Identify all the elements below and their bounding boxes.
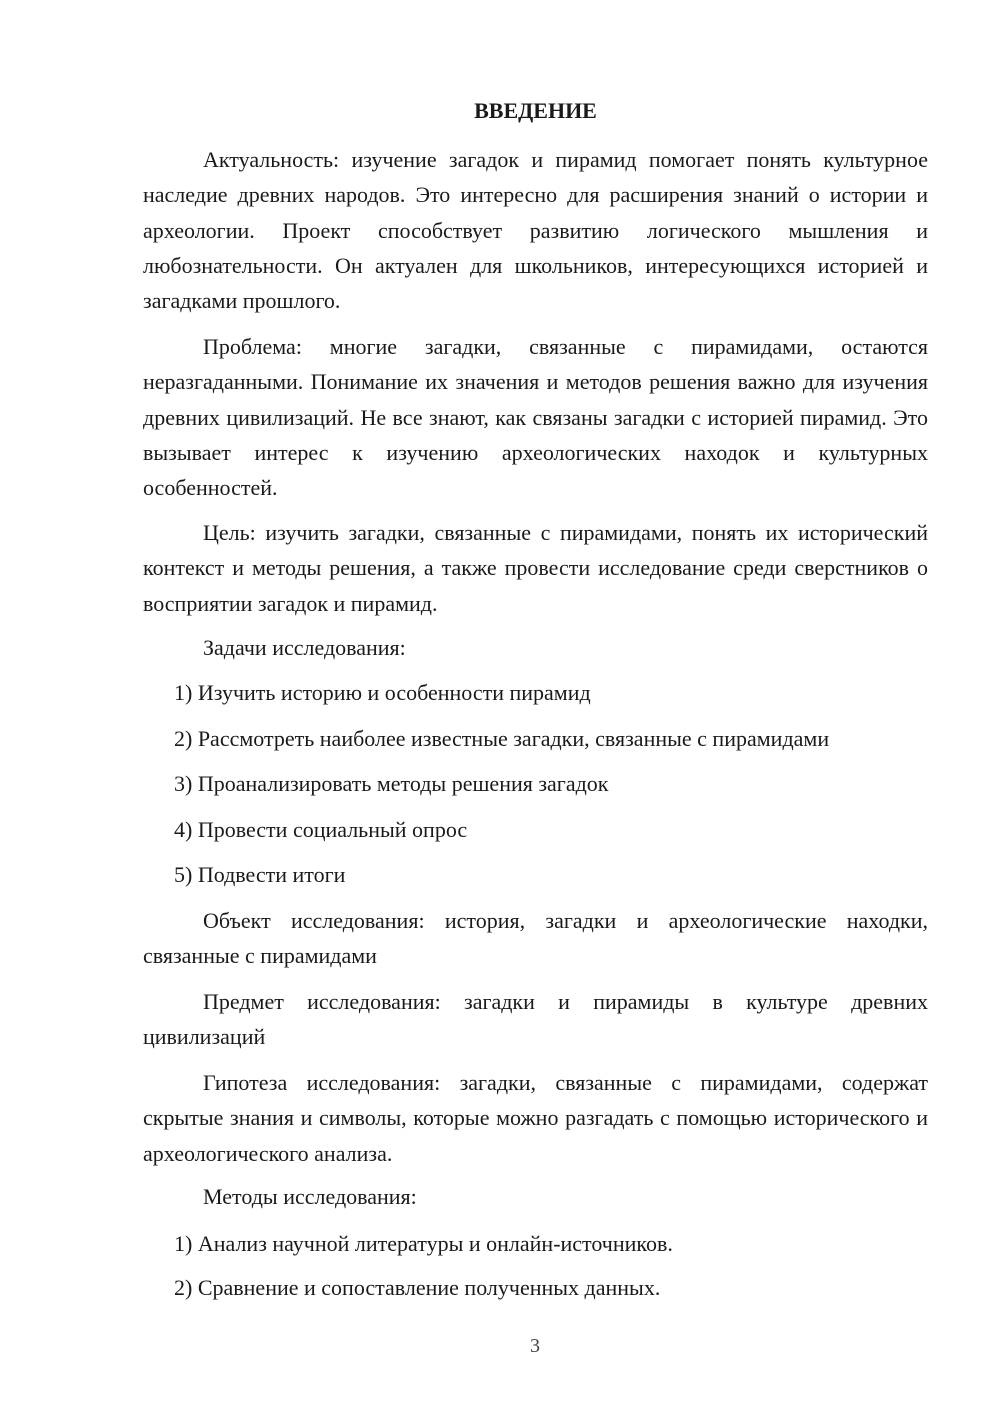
method-item: 2) Сравнение и сопоставление полученных данных. bbox=[174, 1275, 661, 1300]
hypothesis-paragraph: Гипотеза исследования: загадки, связанные с пирамидами, содержат скрытые знания и символы, которые можно разгадать с помощью исторического и археологического анализа. bbox=[143, 1070, 928, 1166]
task-item: 1) Изучить историю и особенности пирамид bbox=[174, 680, 591, 705]
section-heading: ВВЕДЕНИЕ bbox=[474, 98, 597, 123]
problem-paragraph: Проблема: многие загадки, связанные с пирамидами, остаются неразгаданными. Понимание их значения и методов решения важно для изучения древних цивилизаций. Не все знают, как связаны загадки с историей пирамид. Это вызывает интерес к изучению археологических находок и культурных особенностей. bbox=[143, 334, 928, 501]
method-item: 1) Анализ научной литературы и онлайн-источников. bbox=[174, 1231, 673, 1256]
task-item: 3) Проанализировать методы решения загадок bbox=[174, 771, 609, 796]
task-item: 5) Подвести итоги bbox=[174, 862, 346, 887]
relevance-paragraph: Актуальность: изучение загадок и пирамид помогает понять культурное наследие древних народов. Это интересно для расширения знаний о истории и археологии. Проект способствует развитию логического мышления и любознательности. Он актуален для школьников, интересующихся историей и загадками прошлого. bbox=[143, 147, 928, 314]
task-item: 4) Провести социальный опрос bbox=[174, 817, 468, 842]
page-number: 3 bbox=[530, 1335, 540, 1357]
goal-paragraph: Цель: изучить загадки, связанные с пирамидами, понять их исторический контекст и методы решения, а также провести исследование среди сверстников о восприятии загадок и пирамид. bbox=[143, 520, 928, 616]
subject-paragraph: Предмет исследования: загадки и пирамиды в культуре древних цивилизаций bbox=[143, 989, 928, 1050]
task-item: 2) Рассмотреть наиболее известные загадки, связанные с пирамидами bbox=[174, 726, 830, 751]
object-paragraph: Объект исследования: история, загадки и археологические находки, связанные с пирамидами bbox=[143, 908, 928, 969]
methods-title: Методы исследования: bbox=[203, 1184, 417, 1209]
tasks-title: Задачи исследования: bbox=[203, 635, 406, 660]
